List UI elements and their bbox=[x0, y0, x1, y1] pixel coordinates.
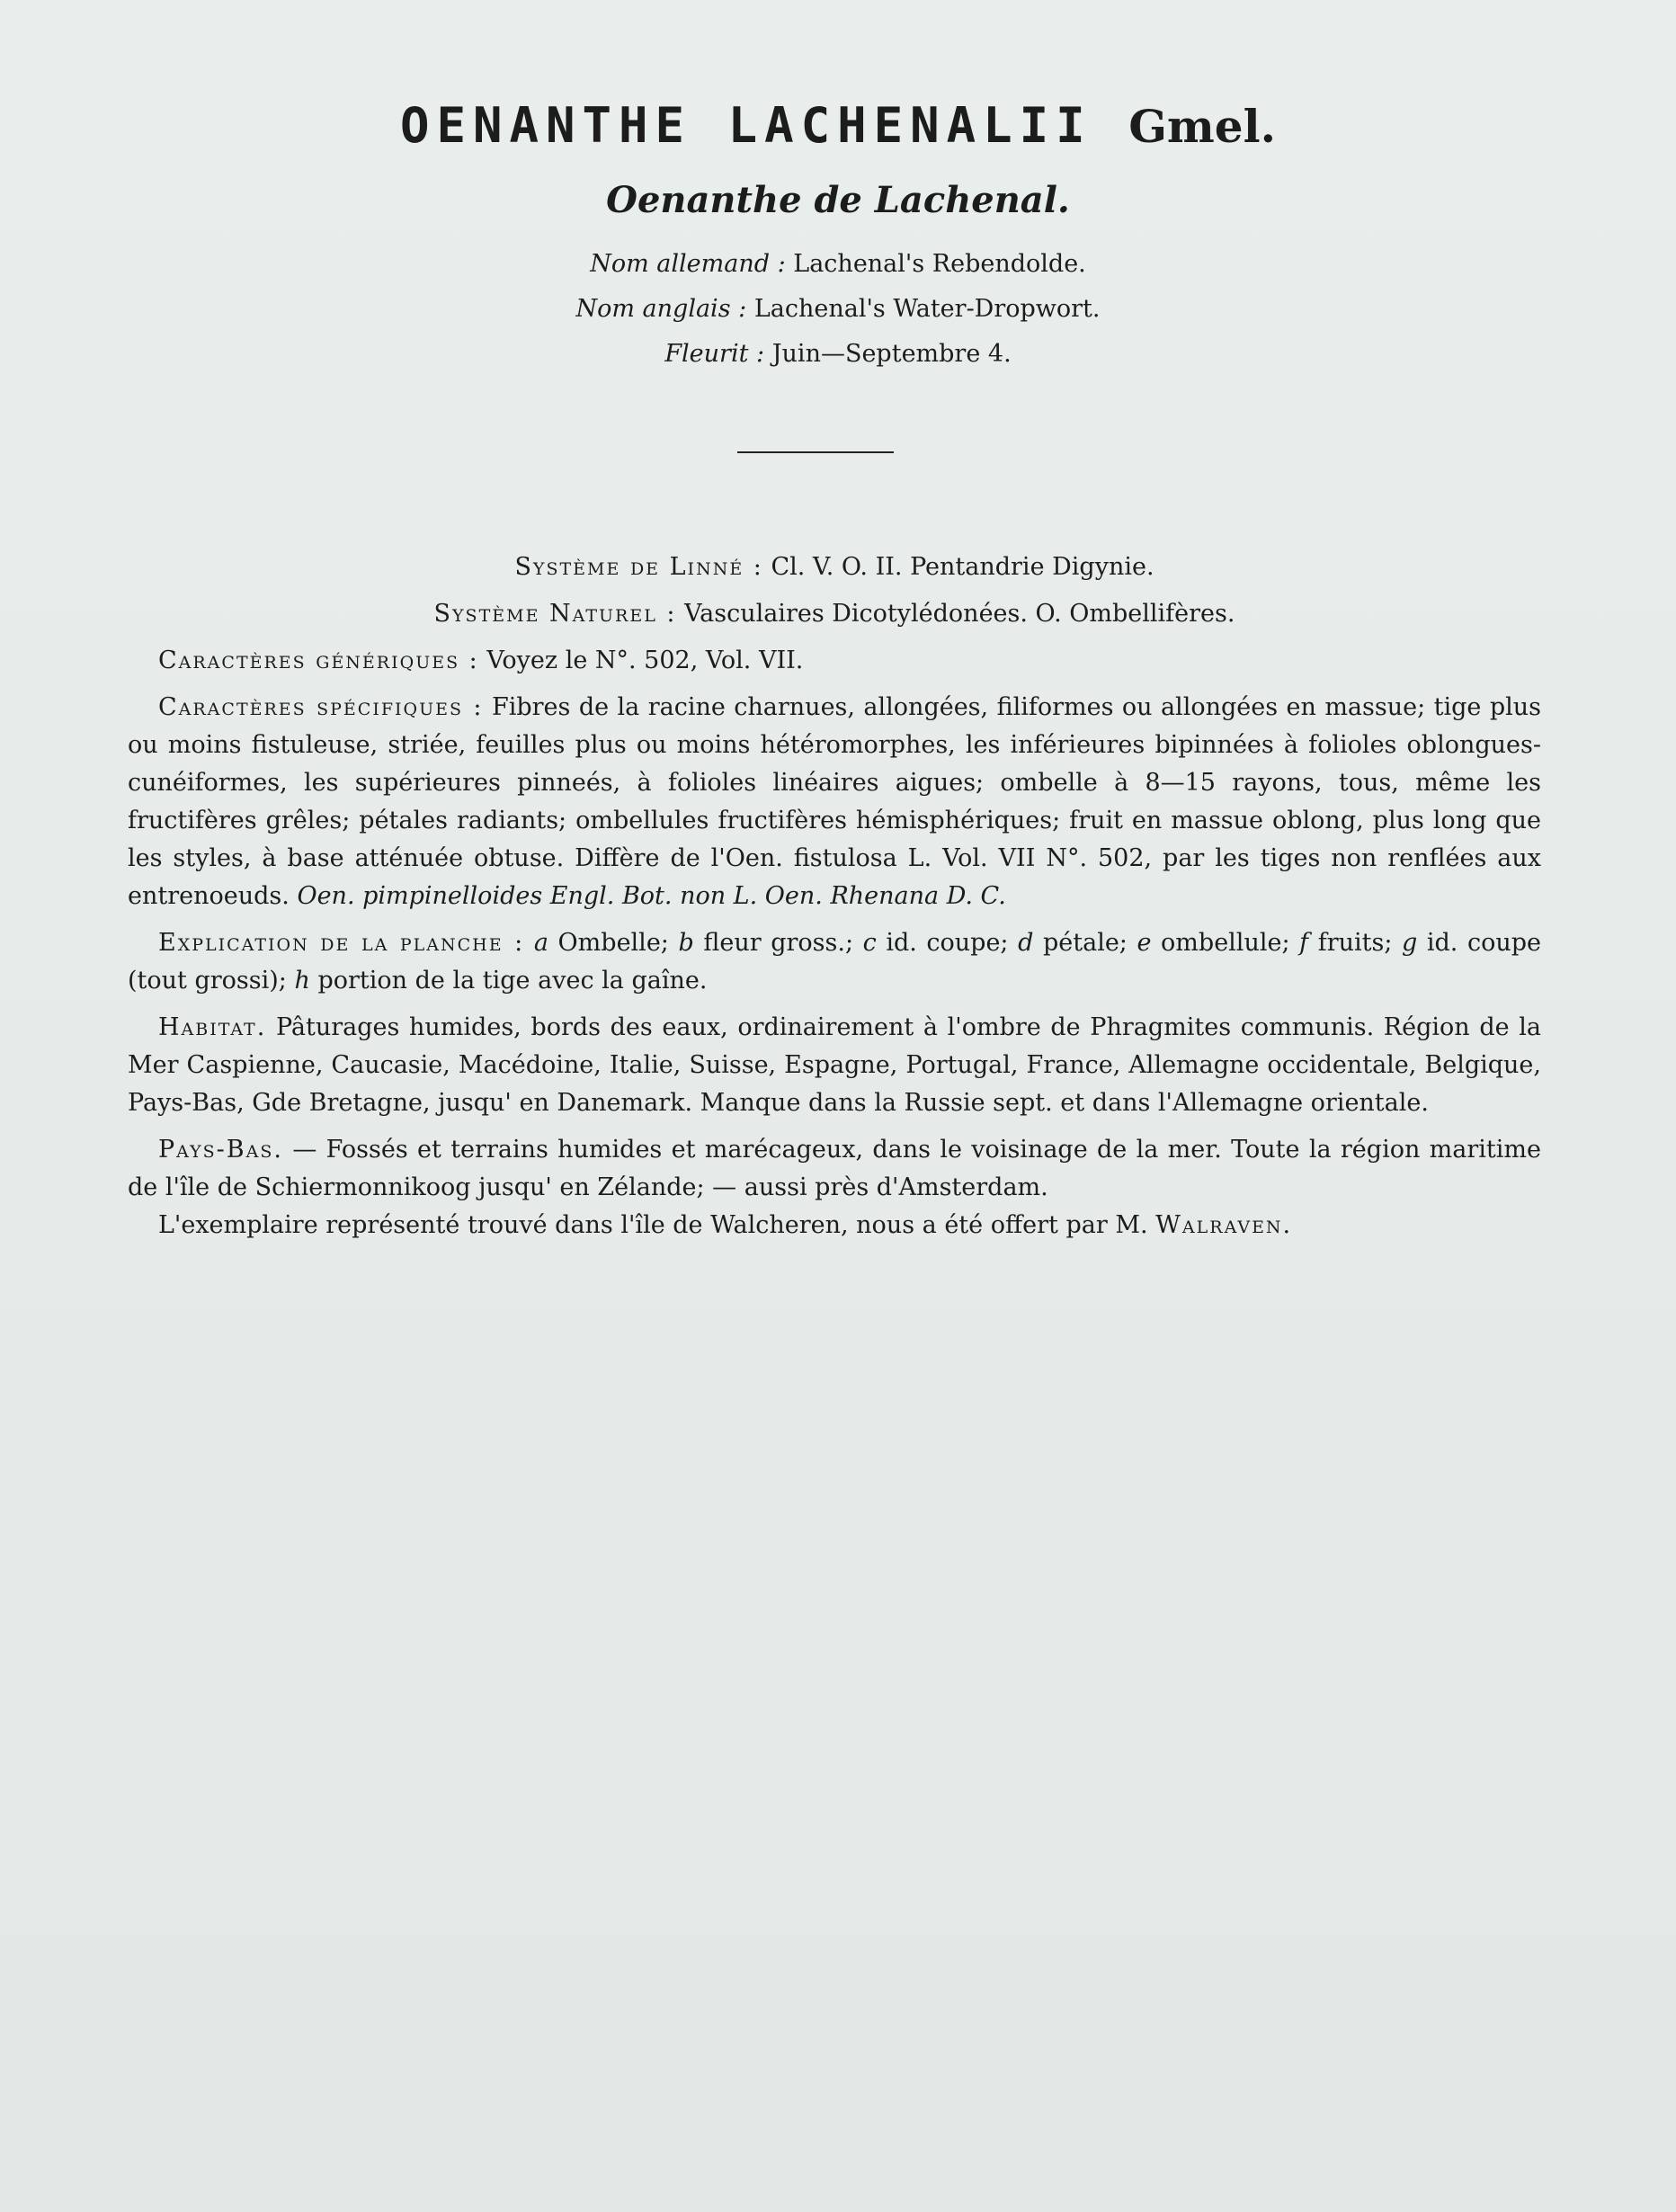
english-name-line bbox=[0, 287, 1676, 332]
title-species: OENANTHE LACHENALII bbox=[399, 97, 1092, 154]
specimen-note-text: L'exemplaire représenté trouvé dans l'île de Walcheren, nous a été offert par M. bbox=[158, 1211, 1148, 1239]
common-names bbox=[0, 242, 1676, 377]
natural-system-label: Système Naturel : bbox=[433, 600, 677, 628]
generic-characters-text: Voyez le N°. 502, Vol. VII. bbox=[486, 647, 804, 674]
english-name-label: Nom anglais : bbox=[575, 295, 747, 323]
divider-rule bbox=[737, 451, 894, 453]
habitat bbox=[128, 1009, 1541, 1122]
subtitle-french-name: Oenanthe de Lachenal. bbox=[606, 179, 1070, 221]
netherlands-text: — Fossés et terrains humides et marécageux, dans le voisinage de la mer. Toute la région maritime de l'île de Schiermonnikoog jusqu' en Zélande; — aussi près d'Amsterdam. bbox=[128, 1136, 1541, 1201]
specific-characters-synonyms: Oen. pimpinelloides Engl. Bot. non L. Oen. Rhenana D. C. bbox=[297, 882, 1006, 910]
plate-item-f: fruits; bbox=[1317, 929, 1393, 957]
plate-letter-d: d bbox=[1018, 929, 1034, 957]
plate-item-e: ombellule; bbox=[1161, 929, 1290, 957]
plate-explanation-label: Explication de la planche : bbox=[158, 929, 525, 957]
generic-characters bbox=[128, 642, 1541, 680]
natural-system-line bbox=[128, 595, 1541, 633]
netherlands bbox=[128, 1131, 1541, 1207]
linne-system-line bbox=[128, 549, 1541, 586]
german-name-line bbox=[0, 242, 1676, 287]
plate-item-b: fleur gross.; bbox=[703, 929, 854, 957]
plate-letter-c: c bbox=[862, 929, 877, 957]
linne-system-text: Cl. V. O. II. Pentandrie Digynie. bbox=[771, 553, 1154, 581]
habitat-label: Habitat. bbox=[158, 1013, 267, 1041]
plate-letter-h: h bbox=[294, 967, 310, 995]
plate-item-c: id. coupe; bbox=[886, 929, 1009, 957]
header bbox=[0, 90, 1676, 377]
plate-letter-e: e bbox=[1137, 929, 1152, 957]
title-author: Gmel. bbox=[1128, 100, 1277, 153]
specific-characters-label: Caractères spécifiques : bbox=[158, 693, 484, 721]
page-title bbox=[0, 90, 1676, 163]
plate-letter-f: f bbox=[1299, 929, 1309, 957]
plate-item-g: id. coupe (tout grossi); bbox=[128, 929, 1541, 995]
habitat-text: Pâturages humides, bords des eaux, ordinairement à l'ombre de Phragmites communis. Région de la Mer Caspienne, Caucasie, Macédoine, Italie, Suisse, Espagne, Portugal, France, Allemagne occidentale, Belgique, Pays-Bas, Gde Bretagne, jusqu' en Danemark. Manque dans la Russie sept. et dans l'Allemagne orientale. bbox=[128, 1013, 1541, 1117]
specimen-donor-name: Walraven. bbox=[1155, 1211, 1293, 1239]
description-body bbox=[128, 549, 1541, 1244]
plate-letter-b: b bbox=[678, 929, 694, 957]
plate-letter-a: a bbox=[533, 929, 548, 957]
netherlands-label: Pays-Bas. bbox=[158, 1136, 283, 1164]
generic-characters-label: Caractères génériques : bbox=[158, 647, 479, 674]
plate-item-h: portion de la tige avec la gaîne. bbox=[317, 967, 708, 995]
specimen-note bbox=[128, 1207, 1541, 1244]
english-name-value: Lachenal's Water-Dropwort. bbox=[753, 295, 1101, 323]
plate-explanation bbox=[128, 924, 1541, 1000]
german-name-label: Nom allemand : bbox=[590, 250, 786, 278]
flowering-label: Fleurit : bbox=[664, 340, 765, 368]
linne-system-label: Système de Linné : bbox=[514, 553, 763, 581]
german-name-value: Lachenal's Rebendolde. bbox=[793, 250, 1086, 278]
plate-letter-g: g bbox=[1402, 929, 1418, 957]
plate-item-a: Ombelle; bbox=[557, 929, 669, 957]
flowering-value: Juin—Septembre 4. bbox=[771, 340, 1012, 368]
flowering-line bbox=[0, 332, 1676, 377]
specific-characters bbox=[128, 689, 1541, 915]
natural-system-text: Vasculaires Dicotylédonées. O. Ombellifères. bbox=[684, 600, 1235, 628]
plate-item-d: pétale; bbox=[1042, 929, 1128, 957]
specific-characters-text: Fibres de la racine charnues, allongées, filiformes ou allongées en massue; tige plus ou moins fistuleuse, striée, feuilles plus ou moins hétéromorphes, les inférieures bipinnées à folioles oblongues-cunéiformes, les supérieures pinneés, à folioles linéaires aigues; ombelle à 8—15 rayons, tous, même les fructifères grêles; pétales radiants; ombellules fructifères hémisphériques; fruit en massue oblong, plus long que les styles, à base atténuée obtuse. Diffère de l'Oen. fistulosa L. Vol. VII N°. 502, par les tiges non renflées aux entrenoeuds. bbox=[128, 693, 1541, 910]
